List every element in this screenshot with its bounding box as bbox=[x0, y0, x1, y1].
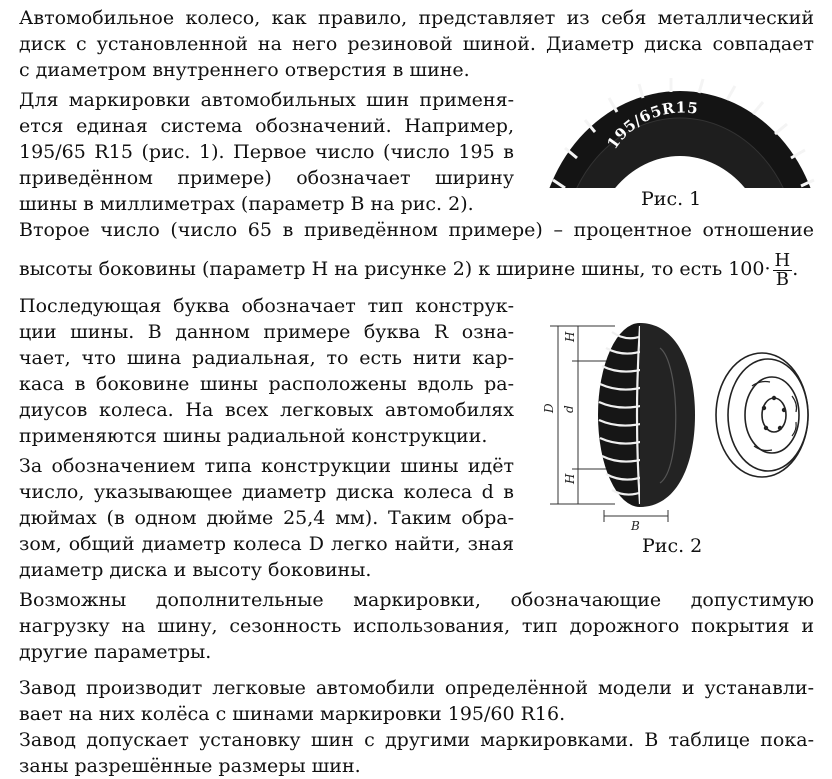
text-line: зом, общий диаметр колеса D легко найти, зная bbox=[19, 533, 514, 555]
text-line: Последующая буква обозначает тип конструк- bbox=[19, 295, 514, 317]
text-line: число, указывающее диаметр диска колеса d в bbox=[19, 481, 514, 503]
text-line: заны разрешённые размеры шин. bbox=[19, 755, 361, 777]
label-B: B bbox=[631, 519, 640, 533]
formula-line bbox=[19, 245, 798, 293]
fraction-numerator: H bbox=[774, 249, 791, 271]
text-line: другие параметры. bbox=[19, 641, 212, 663]
text-line: дюймах (в одном дюйме 25,4 мм). Таким обра- bbox=[19, 507, 514, 529]
text-line: приведённом примере) обозначает ширину bbox=[19, 167, 514, 189]
text-line: Завод допускает установку шин с другими маркировками. В таблице пока- bbox=[19, 729, 814, 751]
text-line: диусов колеса. На всех легковых автомобилях bbox=[19, 399, 514, 421]
text-line: ции шины. В данном примере буква R озна- bbox=[19, 321, 514, 343]
text-line: 195/65 R15 (рис. 1). Первое число (число 195 в bbox=[19, 141, 514, 163]
figure-1-tire bbox=[545, 76, 815, 188]
text-line: применяются шины радиальной конструкции. bbox=[19, 425, 488, 447]
text-line: Завод производит легковые автомобили определённой модели и устанавли- bbox=[19, 677, 814, 699]
text-line: ется единая система обозначений. Например, bbox=[19, 115, 514, 137]
label-D: D bbox=[542, 403, 556, 413]
period: . bbox=[792, 258, 799, 280]
label-H-bottom: H bbox=[563, 473, 577, 484]
text-line: диаметр диска и высоту боковины. bbox=[19, 559, 372, 581]
figure-2-tire-diagram bbox=[530, 318, 820, 538]
text-line: Автомобильное колесо, как правило, представляет из себя металлический bbox=[19, 7, 814, 29]
text-line: За обозначением типа конструкции шины идёт bbox=[19, 455, 514, 477]
figure-2-caption: Рис. 2 bbox=[642, 535, 703, 557]
text-line: Для маркировки автомобильных шин применя- bbox=[19, 89, 514, 111]
label-d: d bbox=[562, 405, 576, 413]
figure-1-caption: Рис. 1 bbox=[641, 188, 702, 210]
text-line: Возможны дополнительные маркировки, обозначающие допустимую bbox=[19, 589, 814, 611]
text-line: нагрузку на шину, сезонность использования, тип дорожного покрытия и bbox=[19, 615, 814, 637]
text-line: шины в миллиметрах (параметр B на рис. 2). bbox=[19, 193, 474, 215]
text-line: диск с установленной на него резиновой шиной. Диаметр диска совпадает bbox=[19, 33, 814, 55]
tire-marking-text: 195/65R15 bbox=[603, 98, 700, 153]
text-line: вает на них колёса с шинами маркировки 195/60 R16. bbox=[19, 703, 566, 725]
fraction-denominator: B bbox=[775, 268, 789, 290]
text-line: чает, что шина радиальная, то есть нити кар- bbox=[19, 347, 514, 369]
text-line: высоты боковины (параметр H на рисунке 2) к ширине шины, то есть 100· bbox=[19, 258, 771, 280]
text-line: Второе число (число 65 в приведённом примере) – процентное отношение bbox=[19, 219, 814, 241]
fraction-h-over-b bbox=[773, 249, 793, 290]
text-line: с диаметром внутреннего отверстия в шине. bbox=[19, 59, 470, 81]
label-H-top: H bbox=[563, 331, 577, 342]
text-line: каса в боковине шины расположены вдоль ра- bbox=[19, 373, 514, 395]
